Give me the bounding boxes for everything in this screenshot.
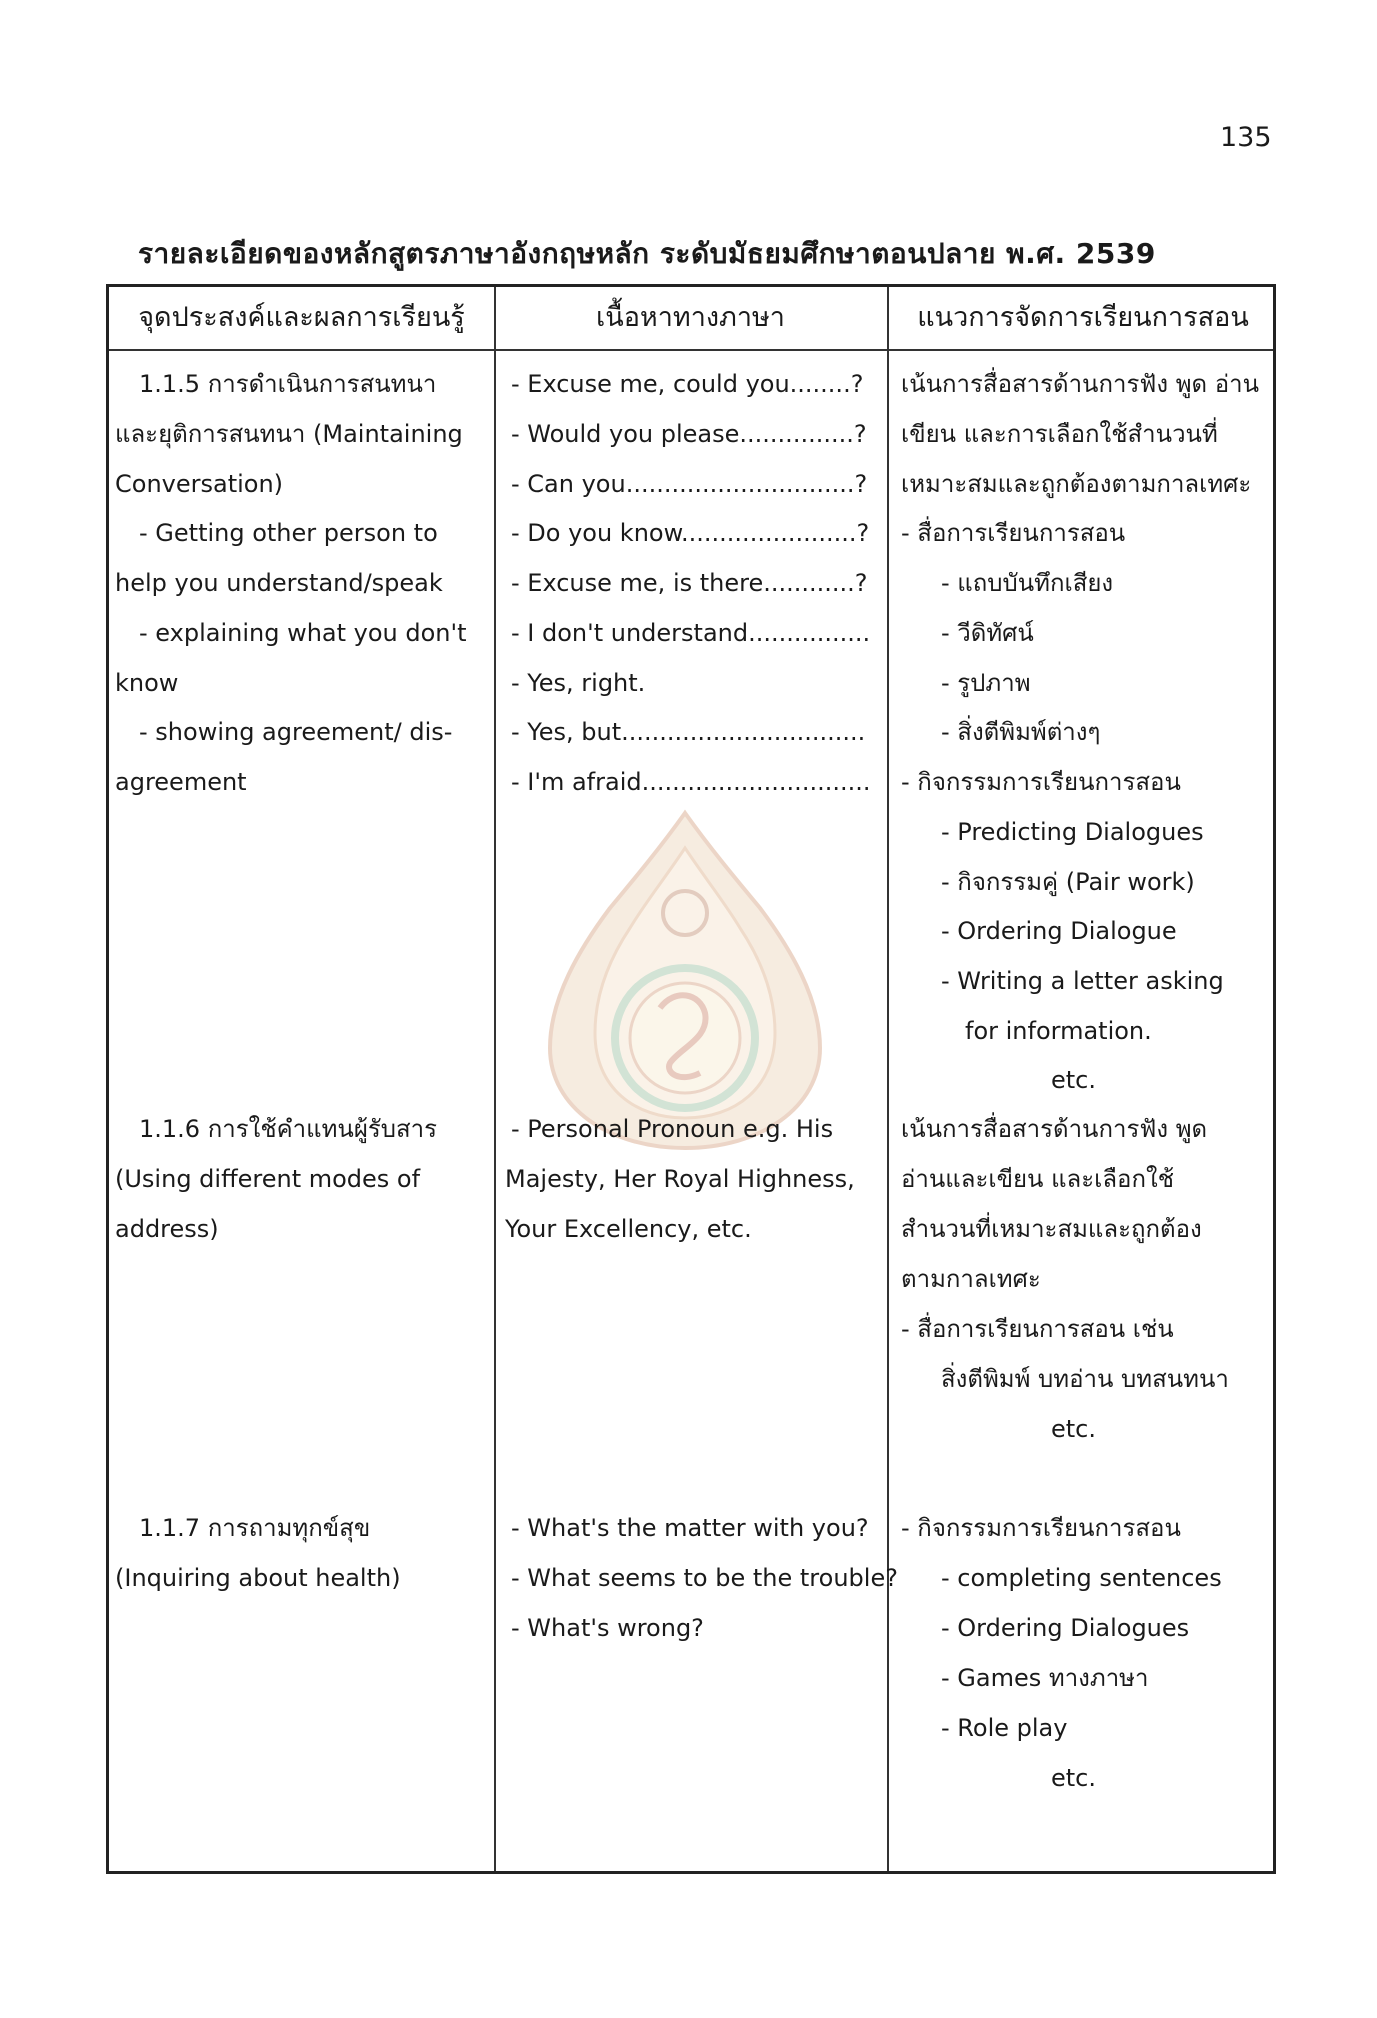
content-line: - What seems to be the trouble?: [511, 1564, 898, 1592]
approach-line: - completing sentences: [941, 1564, 1222, 1592]
objective-line: 1.1.7 การถามทุกข์สุข: [139, 1514, 371, 1542]
page-number: 135: [1220, 122, 1272, 153]
content-line: - What's wrong?: [511, 1614, 704, 1642]
content-line: - Can you..............................?: [511, 470, 868, 498]
approach-line: อ่านและเขียน และเลือกใช้: [901, 1165, 1174, 1193]
approach-line: - แถบบันทึกเสียง: [941, 569, 1114, 597]
objective-line: Conversation): [115, 470, 284, 498]
content-line: - Excuse me, is there............?: [511, 569, 868, 597]
objective-line: (Using different modes of: [115, 1165, 421, 1193]
approach-line: เหมาะสมและถูกต้องตามกาลเทศะ: [901, 470, 1252, 498]
content-line: Your Excellency, etc.: [505, 1215, 752, 1243]
approach-line: - กิจกรรมคู่ (Pair work): [941, 868, 1195, 896]
column-divider: [494, 287, 496, 1871]
objective-line: know: [115, 669, 179, 697]
approach-line: - Ordering Dialogues: [941, 1614, 1190, 1642]
content-line: - Excuse me, could you........?: [511, 370, 864, 398]
approach-line: - Predicting Dialogues: [941, 818, 1204, 846]
approach-line: - กิจกรรมการเรียนการสอน: [901, 1514, 1181, 1542]
approach-line: - รูปภาพ: [941, 669, 1031, 697]
objective-line: - Getting other person to: [139, 519, 438, 547]
approach-line: สิ่งตีพิมพ์ บทอ่าน บทสนทนา: [941, 1365, 1229, 1393]
approach-line: - สื่อการเรียนการสอน เช่น: [901, 1315, 1174, 1343]
content-line: - Personal Pronoun e.g. His: [511, 1115, 834, 1143]
approach-line: ตามกาลเทศะ: [901, 1265, 1041, 1293]
approach-line: - สื่อการเรียนการสอน: [901, 519, 1126, 547]
content-line: Majesty, Her Royal Highness,: [505, 1165, 855, 1193]
content-line: - Do you know.......................?: [511, 519, 870, 547]
objective-line: 1.1.6 การใช้คำแทนผู้รับสาร: [139, 1115, 438, 1143]
content-line: - Yes, right.: [511, 669, 646, 697]
header-language-content: เนื้อหาทางภาษา: [596, 302, 785, 333]
objective-line: - explaining what you don't: [139, 619, 467, 647]
objective-line: help you understand/speak: [115, 569, 443, 597]
approach-line: etc.: [1051, 1066, 1096, 1094]
approach-line: - วีดิทัศน์: [941, 619, 1034, 647]
approach-line: - Ordering Dialogue: [941, 917, 1177, 945]
curriculum-table: [106, 284, 1276, 1874]
approach-line: - กิจกรรมการเรียนการสอน: [901, 768, 1181, 796]
content-line: - What's the matter with you?: [511, 1514, 869, 1542]
approach-line: สำนวนที่เหมาะสมและถูกต้อง: [901, 1215, 1202, 1243]
objective-line: (Inquiring about health): [115, 1564, 401, 1592]
approach-line: เขียน และการเลือกใช้สำนวนที่: [901, 420, 1218, 448]
content-line: - Would you please...............?: [511, 420, 867, 448]
objective-line: agreement: [115, 768, 247, 796]
approach-line: - สิ่งตีพิมพ์ต่างๆ: [941, 718, 1101, 746]
objective-line: - showing agreement/ dis-: [139, 718, 453, 746]
approach-line: - Role play: [941, 1714, 1068, 1742]
objective-line: 1.1.5 การดำเนินการสนทนา: [139, 370, 437, 398]
approach-line: for information.: [965, 1017, 1152, 1045]
header-divider: [109, 349, 1273, 351]
objective-line: และยุติการสนทนา (Maintaining: [115, 420, 463, 448]
content-line: - Yes, but................................: [511, 718, 866, 746]
approach-line: etc.: [1051, 1415, 1096, 1443]
content-line: - I don't understand................: [511, 619, 871, 647]
page-title: รายละเอียดของหลักสูตรภาษาอังกฤษหลัก ระดับมัธยมศึกษาตอนปลาย พ.ศ. 2539: [138, 237, 1156, 270]
approach-line: เน้นการสื่อสารด้านการฟัง พูด: [901, 1115, 1208, 1143]
approach-line: etc.: [1051, 1764, 1096, 1792]
column-divider: [887, 287, 889, 1871]
approach-line: เน้นการสื่อสารด้านการฟัง พูด อ่าน: [901, 370, 1260, 398]
header-objectives: จุดประสงค์และผลการเรียนรู้: [138, 302, 465, 333]
approach-line: - Games ทางภาษา: [941, 1664, 1149, 1692]
approach-line: - Writing a letter asking: [941, 967, 1224, 995]
objective-line: address): [115, 1215, 219, 1243]
content-line: - I'm afraid..............................: [511, 768, 871, 796]
header-teaching-approach: แนวการจัดการเรียนการสอน: [917, 302, 1249, 333]
